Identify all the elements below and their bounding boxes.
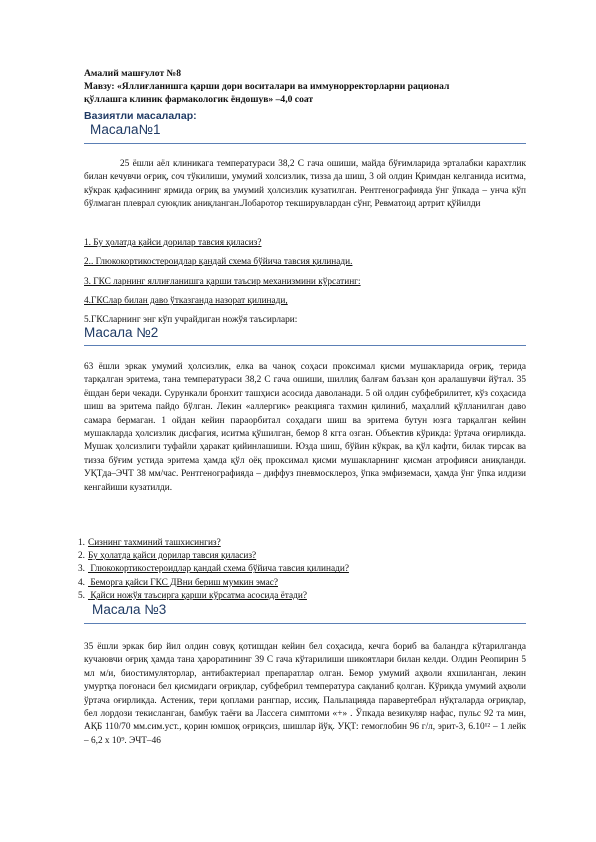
task1-question-1: 1. Бу ҳолатда қайси дорилар тавсия қиласиз?	[84, 238, 262, 248]
task2-question-4: 4. Беморга қайси ГКС ДВни бериш мумкин эмас?	[78, 577, 278, 588]
task2-question-3: 3. Глюкокортикостероидлар қандай схема бўйича тавсия қилинади?	[78, 564, 349, 575]
topic-line-1: Мавзу: «Яллиғланишга қарши дори воситалари ва иммунорректорларни рационал	[84, 81, 450, 92]
task1-question-2: 2.. Глюкокортикостероидлар қандай схема бўйича тавсия қилинади.	[84, 257, 353, 267]
task2-text: 63 ёшли эркак умумий ҳолсизлик, елка ва чаноқ соҳаси проксимал қисми мушакларида оғриқ, терида тарқалган эритема, тана температураси 38,2 С гача ошиши, шиллиқ балғам баъзан қон аралашувчи йўтал. 35 ёшдан бери чекади. Сурункали бронхит ташҳиси асосида даволанади. 5 ой олдин субфебрилитет, кўз соҳасида шиш ва эритема пайдо бўлган. Лекин «аллергик» реакцияга тахмин қилиниб, маҳаллий қўлланилган даво самара бермаган. 1 ойдан кейин параорбитал соҳадаги шиш ва эритема бутун юзга тарқалган кейин мушакларда ҳолсизлик дисфагия, иситма қўшилган, бемор 8 кгга озган. Объектив кўрикда: ўртача оғирликда. Мушак ҳолсизлиги туфайли ҳаракат қийинлашиши. Юзда шиш, бўйин кўкрак, ва қўл кафти, билак тирсак ва тизза бўғим устида эритема ҳамда қўл оёқ проксимал қисми мушакларнинг қисман атрофияси аниқланди. УҚТда–ЭЧТ 38 мм/час. Рентгенографияда – диффуз пневмосклероз, ўпка эмфиземаси, ҳамда ўнг ўпка илдизи кенгайиши кузатилди.	[84, 362, 526, 493]
tasks-heading: Вазиятли масалалар:	[84, 110, 197, 122]
task1-text: 25 ёшли аёл клиникага температураси 38,2 С гача ошиши, майда бўғимларида эрталабки карахтлик билан кечувчи оғриқ, соч тўкилиши, умумий холсизлик, тизза да шиш, 3 ой олдин Қримдан келганида иситма, кўкрак қафасининг ярмида оғриқ ва умумий ҳолсизлик кузатилган. Рентгенографияда ўнг ўпкада – унча кўп бўлмаган плеврал суюқлик аниқланган.Лобаротор текширувлардан сўнг, Ревматоид артрит қўйилди	[84, 159, 526, 210]
task2-divider	[84, 345, 526, 346]
task1-question-3: 3. ГКС ларнинг яллиғланишга қарши таъсир механизмини кўрсатинг:	[84, 277, 361, 287]
task1-title: Масала№1	[90, 122, 161, 137]
task2-question-2: 2. Бу ҳолатда қайси дорилар тавсия қиласиз?	[78, 551, 257, 562]
task1-question-4: 4.ГКСлар билан даво ўтказганда назорат қилинади,	[84, 296, 288, 306]
task3-divider	[84, 623, 526, 624]
task2-question-5: 5. Қайси ножўя таъсирга қарши кўрсатма асосида ётади?	[78, 590, 307, 601]
task2-title: Масала №2	[84, 325, 159, 340]
lesson-title: Амалий машғулот №8	[84, 68, 181, 79]
task3-text: 35 ёшли эркак бир йил олдин совуқ қотишдан кейин бел соҳасида, кечга бориб ва баландга кўтарилганда кучаювчи оғриқ ҳамда тана ҳароратининг 39 С гача кўтарилиши шикоятлари билан келди. Олдин Реопирин 5 мл м/и, биостимуляторлар, антибактериал препаратлар олган. Бемор умумий аҳволи яхшиланган, лекин умуртқа поғонаси бел қисмидаги оғриқлар, субфебрил температура сақланиб қолган. Кўрикда умумий аҳволи ўртача оғирликда. Астеник, тери қоплами рангпар, иссиқ. Пальпацияда паравертебрал нўқталарда оғриқлар, бел лордози текисланган, бамбук таёғи ва Лассега симптоми «+» . Ўпкада везикуляр нафас, пульс 92 та мин, АҚБ 110/70 мм.сим.уст., қорин юмшоқ оғриқсиз, шишлар йўқ. УҚТ: гемоглобин 96 г/л, эрит-3, 6.10¹² – 1 лейк – 6,2 х 10⁹. ЭЧТ–46	[84, 642, 526, 746]
topic-line-2: қўллашга клиник фармакологик ёндошув» –4,0 соат	[84, 94, 314, 105]
task2-question-1: 1. Сизнинг тахминий ташхисингиз?	[78, 538, 221, 548]
task2-question-list	[74, 537, 349, 603]
task1-question-5: 5.ГКСларнинг энг кўп учрайдиган ножўя таъсирлари:	[84, 315, 298, 325]
task3-title: Масала №3	[92, 602, 167, 617]
task1-divider	[84, 143, 526, 144]
